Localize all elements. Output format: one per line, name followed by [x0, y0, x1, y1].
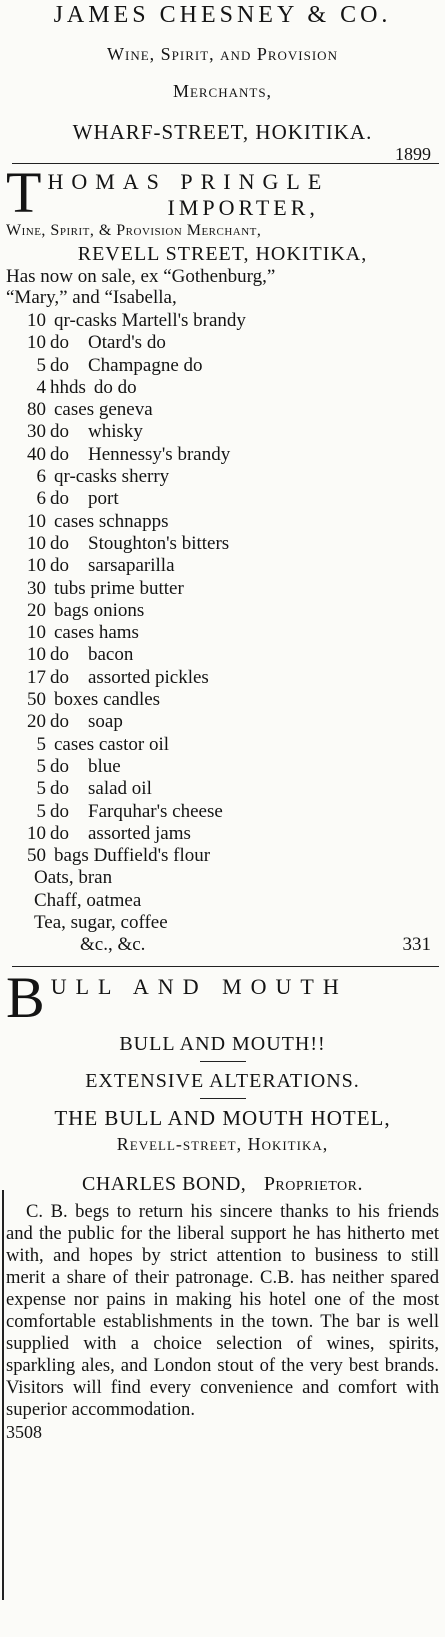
goods-description: sarsaparilla [88, 555, 175, 577]
goods-unit: do [50, 555, 69, 577]
goods-list-item [6, 533, 439, 555]
goods-list-item [6, 377, 439, 399]
goods-list-item [6, 890, 439, 912]
goods-unit: do [50, 822, 69, 844]
goods-unit: do [50, 755, 69, 777]
goods-list-item [6, 600, 439, 622]
goods-description: Hennessy's brandy [88, 443, 231, 465]
goods-list-item [6, 399, 439, 421]
goods-quantity: 20 [27, 599, 46, 621]
goods-list-item [6, 867, 439, 889]
goods-description: boxes candles [54, 689, 161, 711]
goods-quantity: 10 [27, 644, 46, 666]
ad-subtitle: Merchants, [172, 81, 273, 101]
goods-description: Chaff, oatmea [34, 889, 142, 911]
ad-side-rule [2, 1190, 4, 1600]
goods-description: port [88, 488, 119, 510]
goods-description: qr-casks Martell's brandy [54, 310, 246, 331]
goods-description: cases schnapps [54, 510, 169, 532]
goods-quantity: 5 [36, 778, 46, 800]
short-divider [200, 1098, 246, 1099]
goods-description: bags onions [54, 599, 145, 621]
goods-description: assorted pickles [88, 666, 209, 688]
goods-quantity: 10 [27, 332, 46, 354]
ad-subtitle: Wine, Spirit, and Provision [107, 44, 338, 64]
goods-list-item [6, 823, 439, 845]
goods-description: Farquhar's cheese [88, 800, 223, 822]
goods-description: Tea, sugar, coffee [34, 912, 168, 934]
goods-list-item [6, 912, 439, 934]
goods-description: Otard's do [88, 332, 166, 354]
goods-unit: hhds [50, 376, 86, 398]
goods-description: bags Duffield's flour [54, 845, 211, 867]
goods-list-item [6, 332, 439, 354]
goods-list-item [6, 578, 439, 600]
goods-list-item [6, 667, 439, 689]
ad-header [6, 973, 439, 1021]
proprietor-name: CHARLES BOND, [82, 1173, 247, 1196]
goods-list-item [6, 355, 439, 377]
ad-advertiser-name: JAMES CHESNEY & CO. [53, 2, 392, 28]
ad-thomas-pringle [6, 164, 439, 956]
goods-quantity: 10 [27, 510, 46, 532]
goods-quantity: 80 [27, 399, 46, 421]
goods-list-item [6, 711, 439, 733]
goods-list [6, 310, 439, 934]
goods-list-item [6, 756, 439, 778]
goods-list-item [6, 310, 439, 332]
goods-list-item [6, 644, 439, 666]
goods-description: bacon [88, 644, 134, 666]
drop-capital: T [6, 168, 42, 220]
goods-quantity: 40 [27, 443, 46, 465]
ad-reference-number: 331 [402, 934, 431, 956]
ad-james-chesney [6, 0, 439, 163]
goods-unit: do [50, 644, 69, 666]
goods-description: cases castor oil [54, 733, 170, 755]
goods-description: qr-casks sherry [54, 466, 170, 488]
ad-subtitle: Wine, Spirit, & Provision Merchant, [6, 222, 262, 239]
goods-list-item [6, 511, 439, 533]
ad-headline: BULL AND MOUTH!! [119, 1033, 326, 1056]
goods-quantity: 10 [27, 532, 46, 554]
goods-description: Oats, bran [34, 867, 113, 889]
ad-intro: “Mary,” and “Isabella, [6, 287, 177, 308]
goods-list-item [6, 466, 439, 488]
goods-unit: do [50, 354, 69, 376]
goods-unit: do [50, 332, 69, 354]
ad-address: WHARF-STREET, HOKITIKA. [72, 120, 373, 144]
ad-footer [6, 934, 439, 956]
goods-quantity: 10 [27, 555, 46, 577]
goods-list-item [6, 421, 439, 443]
ad-proprietor-line [6, 1171, 439, 1197]
goods-description: blue [88, 755, 121, 777]
goods-unit: do [50, 532, 69, 554]
ad-reference-number: 1899 [395, 144, 431, 164]
ad-hotel-name: THE BULL AND MOUTH HOTEL, [54, 1106, 391, 1131]
goods-description: salad oil [88, 778, 152, 800]
goods-quantity: 20 [27, 711, 46, 733]
goods-quantity: 30 [27, 577, 46, 599]
goods-unit: do [50, 711, 69, 733]
goods-quantity: 17 [27, 666, 46, 688]
goods-list-item [6, 555, 439, 577]
goods-quantity: 10 [27, 310, 46, 331]
goods-unit: do [50, 800, 69, 822]
goods-description: assorted jams [88, 822, 191, 844]
goods-list-item [6, 622, 439, 644]
goods-description: soap [88, 711, 123, 733]
goods-list-item [6, 488, 439, 510]
goods-quantity: 5 [36, 354, 46, 376]
goods-quantity: 10 [27, 622, 46, 644]
goods-description: whisky [88, 421, 143, 443]
ad-intro: Has now on sale, ex “Gothenburg,” [6, 266, 276, 287]
goods-quantity: 50 [27, 689, 46, 711]
ad-reference-number: 3508 [6, 1422, 42, 1443]
goods-description: do do [93, 376, 137, 398]
goods-list-item [6, 734, 439, 756]
ad-address: Revell-street, Hokitika, [116, 1134, 329, 1155]
goods-unit: do [50, 488, 69, 510]
goods-unit: do [50, 443, 69, 465]
goods-quantity: 6 [36, 466, 46, 488]
ad-closing: &c., &c. [80, 934, 146, 956]
goods-description: cases hams [54, 622, 139, 644]
goods-quantity: 6 [36, 488, 46, 510]
goods-unit: do [50, 666, 69, 688]
short-divider [200, 1061, 246, 1062]
goods-unit: do [50, 778, 69, 800]
ad-header [6, 168, 439, 220]
goods-list-item [6, 444, 439, 466]
ad-bull-and-mouth [6, 967, 439, 1443]
goods-unit: do [50, 421, 69, 443]
goods-list-item [6, 689, 439, 711]
goods-list-item [6, 778, 439, 800]
goods-quantity: 5 [36, 733, 46, 755]
ad-advertiser-name: HOMAS PRINGLE [47, 169, 330, 194]
drop-capital: B [6, 973, 45, 1022]
goods-quantity: 50 [27, 845, 46, 867]
goods-description: Champagne do [88, 354, 203, 376]
goods-quantity: 5 [36, 800, 46, 822]
ad-title: IMPORTER, [167, 195, 319, 220]
goods-quantity: 30 [27, 421, 46, 443]
goods-list-item [6, 801, 439, 823]
ad-advertiser-name: ULL AND MOUTH [50, 974, 348, 1000]
goods-list-item [6, 845, 439, 867]
goods-quantity: 5 [36, 755, 46, 777]
proprietor-title: Proprietor. [263, 1173, 363, 1196]
goods-description: cases geneva [54, 399, 153, 421]
goods-quantity: 4 [36, 376, 46, 398]
goods-description: Stoughton's bitters [88, 532, 230, 554]
ad-headline: EXTENSIVE ALTERATIONS. [85, 1070, 360, 1093]
goods-quantity: 10 [27, 822, 46, 844]
goods-description: tubs prime butter [54, 577, 184, 599]
ad-address: REVELL STREET, HOKITIKA, [77, 243, 368, 265]
ad-body-text: C. B. begs to return his sincere thanks to his friends and the public for the liberal support he has hitherto met with, and hopes by strict attention to business to still merit a share of their patronage. C.B. has neither spared expense nor pains in making his hotel one of the most comfortable establishments in the town. The bar is well supplied with a choice selection of wines, spirits, sparkling ales, and London stout of the very best brands. Visitors will find every convenience and comfort with superior accommodation. [6, 1201, 439, 1421]
